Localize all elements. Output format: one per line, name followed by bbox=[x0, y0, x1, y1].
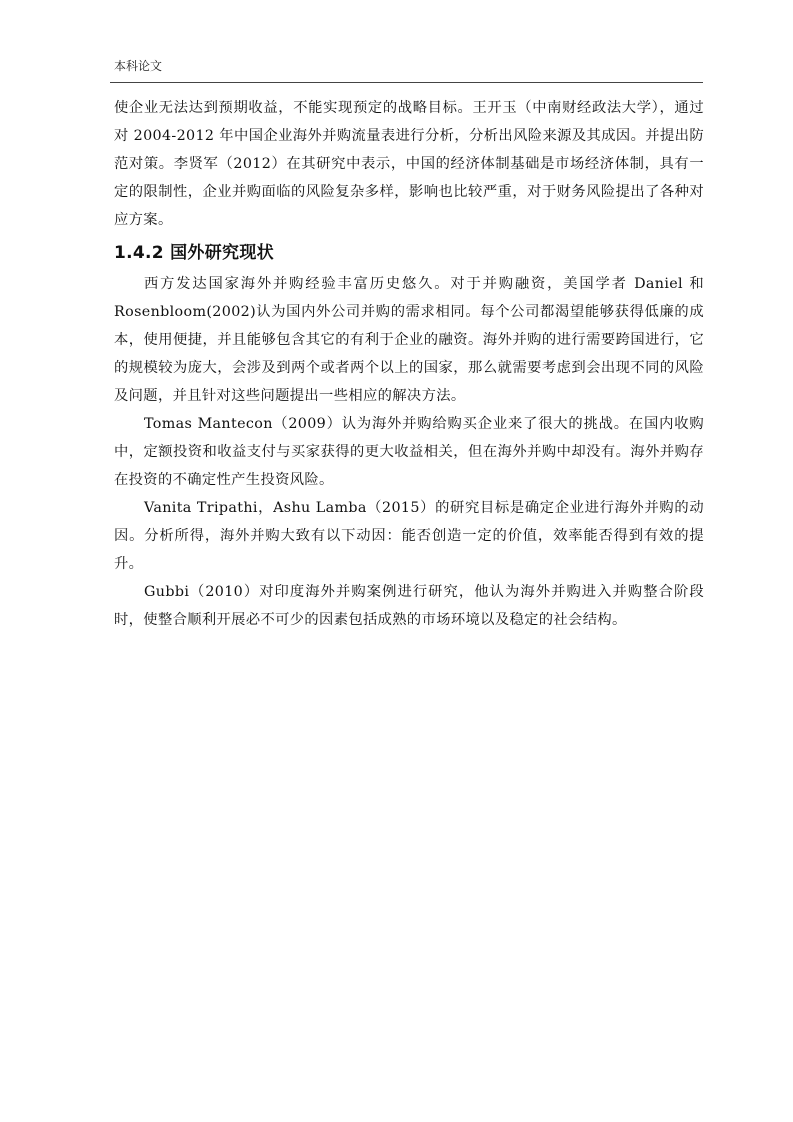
paragraph-western-experience: 西方发达国家海外并购经验丰富历史悠久。对于并购融资，美国学者 Daniel 和 Rosenbloom(2002)认为国内外公司并购的需求相同。每个公司都渴望能够获得低廉的成本，使用便捷，并且能够包含其它的有利于企业的融资。海外并购的进行需要跨国进行，它的规模较为庞大，会涉及到两个或者两个以上的国家，那么就需要考虑到会出现不同的风险及问题，并且针对这些问题提出一些相应的解决方法。 bbox=[114, 276, 704, 404]
paragraph-domestic-research-continued: 使企业无法达到预期收益，不能实现预定的战略目标。王开玉（中南财经政法大学），通过对 2004-2012 年中国企业海外并购流量表进行分析，分析出风险来源及其成因。并提出防范对策。李贤军（2012）在其研究中表示，中国的经济体制基础是市场经济体制，具有一定的限制性，企业并购面临的风险复杂多样，影响也比较严重，对于财务风险提出了各种对应方案。 bbox=[114, 100, 704, 228]
paragraph-gubbi: Gubbi（2010）对印度海外并购案例进行研究，他认为海外并购进入并购整合阶段时，使整合顺利开展必不可少的因素包括成熟的市场环境以及稳定的社会结构。 bbox=[114, 584, 704, 628]
paragraph-tripathi-lamba: Vanita Tripathi，Ashu Lamba（2015）的研究目标是确定企业进行海外并购的动因。分析所得，海外并购大致有以下动因：能否创造一定的价值，效率能否得到有效的提升。 bbox=[114, 500, 704, 572]
running-header: 本科论文 bbox=[114, 59, 163, 73]
header-divider bbox=[110, 82, 703, 83]
paragraph-mantecon: Tomas Mantecon（2009）认为海外并购给购买企业来了很大的挑战。在国内收购中，定额投资和收益支付与买家获得的更大收益相关，但在海外并购中却没有。海外并购存在投资的不确定性产生投资风险。 bbox=[114, 416, 704, 488]
body-text bbox=[114, 94, 704, 634]
section-heading-foreign-research: 1.4.2 国外研究现状 bbox=[114, 243, 274, 263]
